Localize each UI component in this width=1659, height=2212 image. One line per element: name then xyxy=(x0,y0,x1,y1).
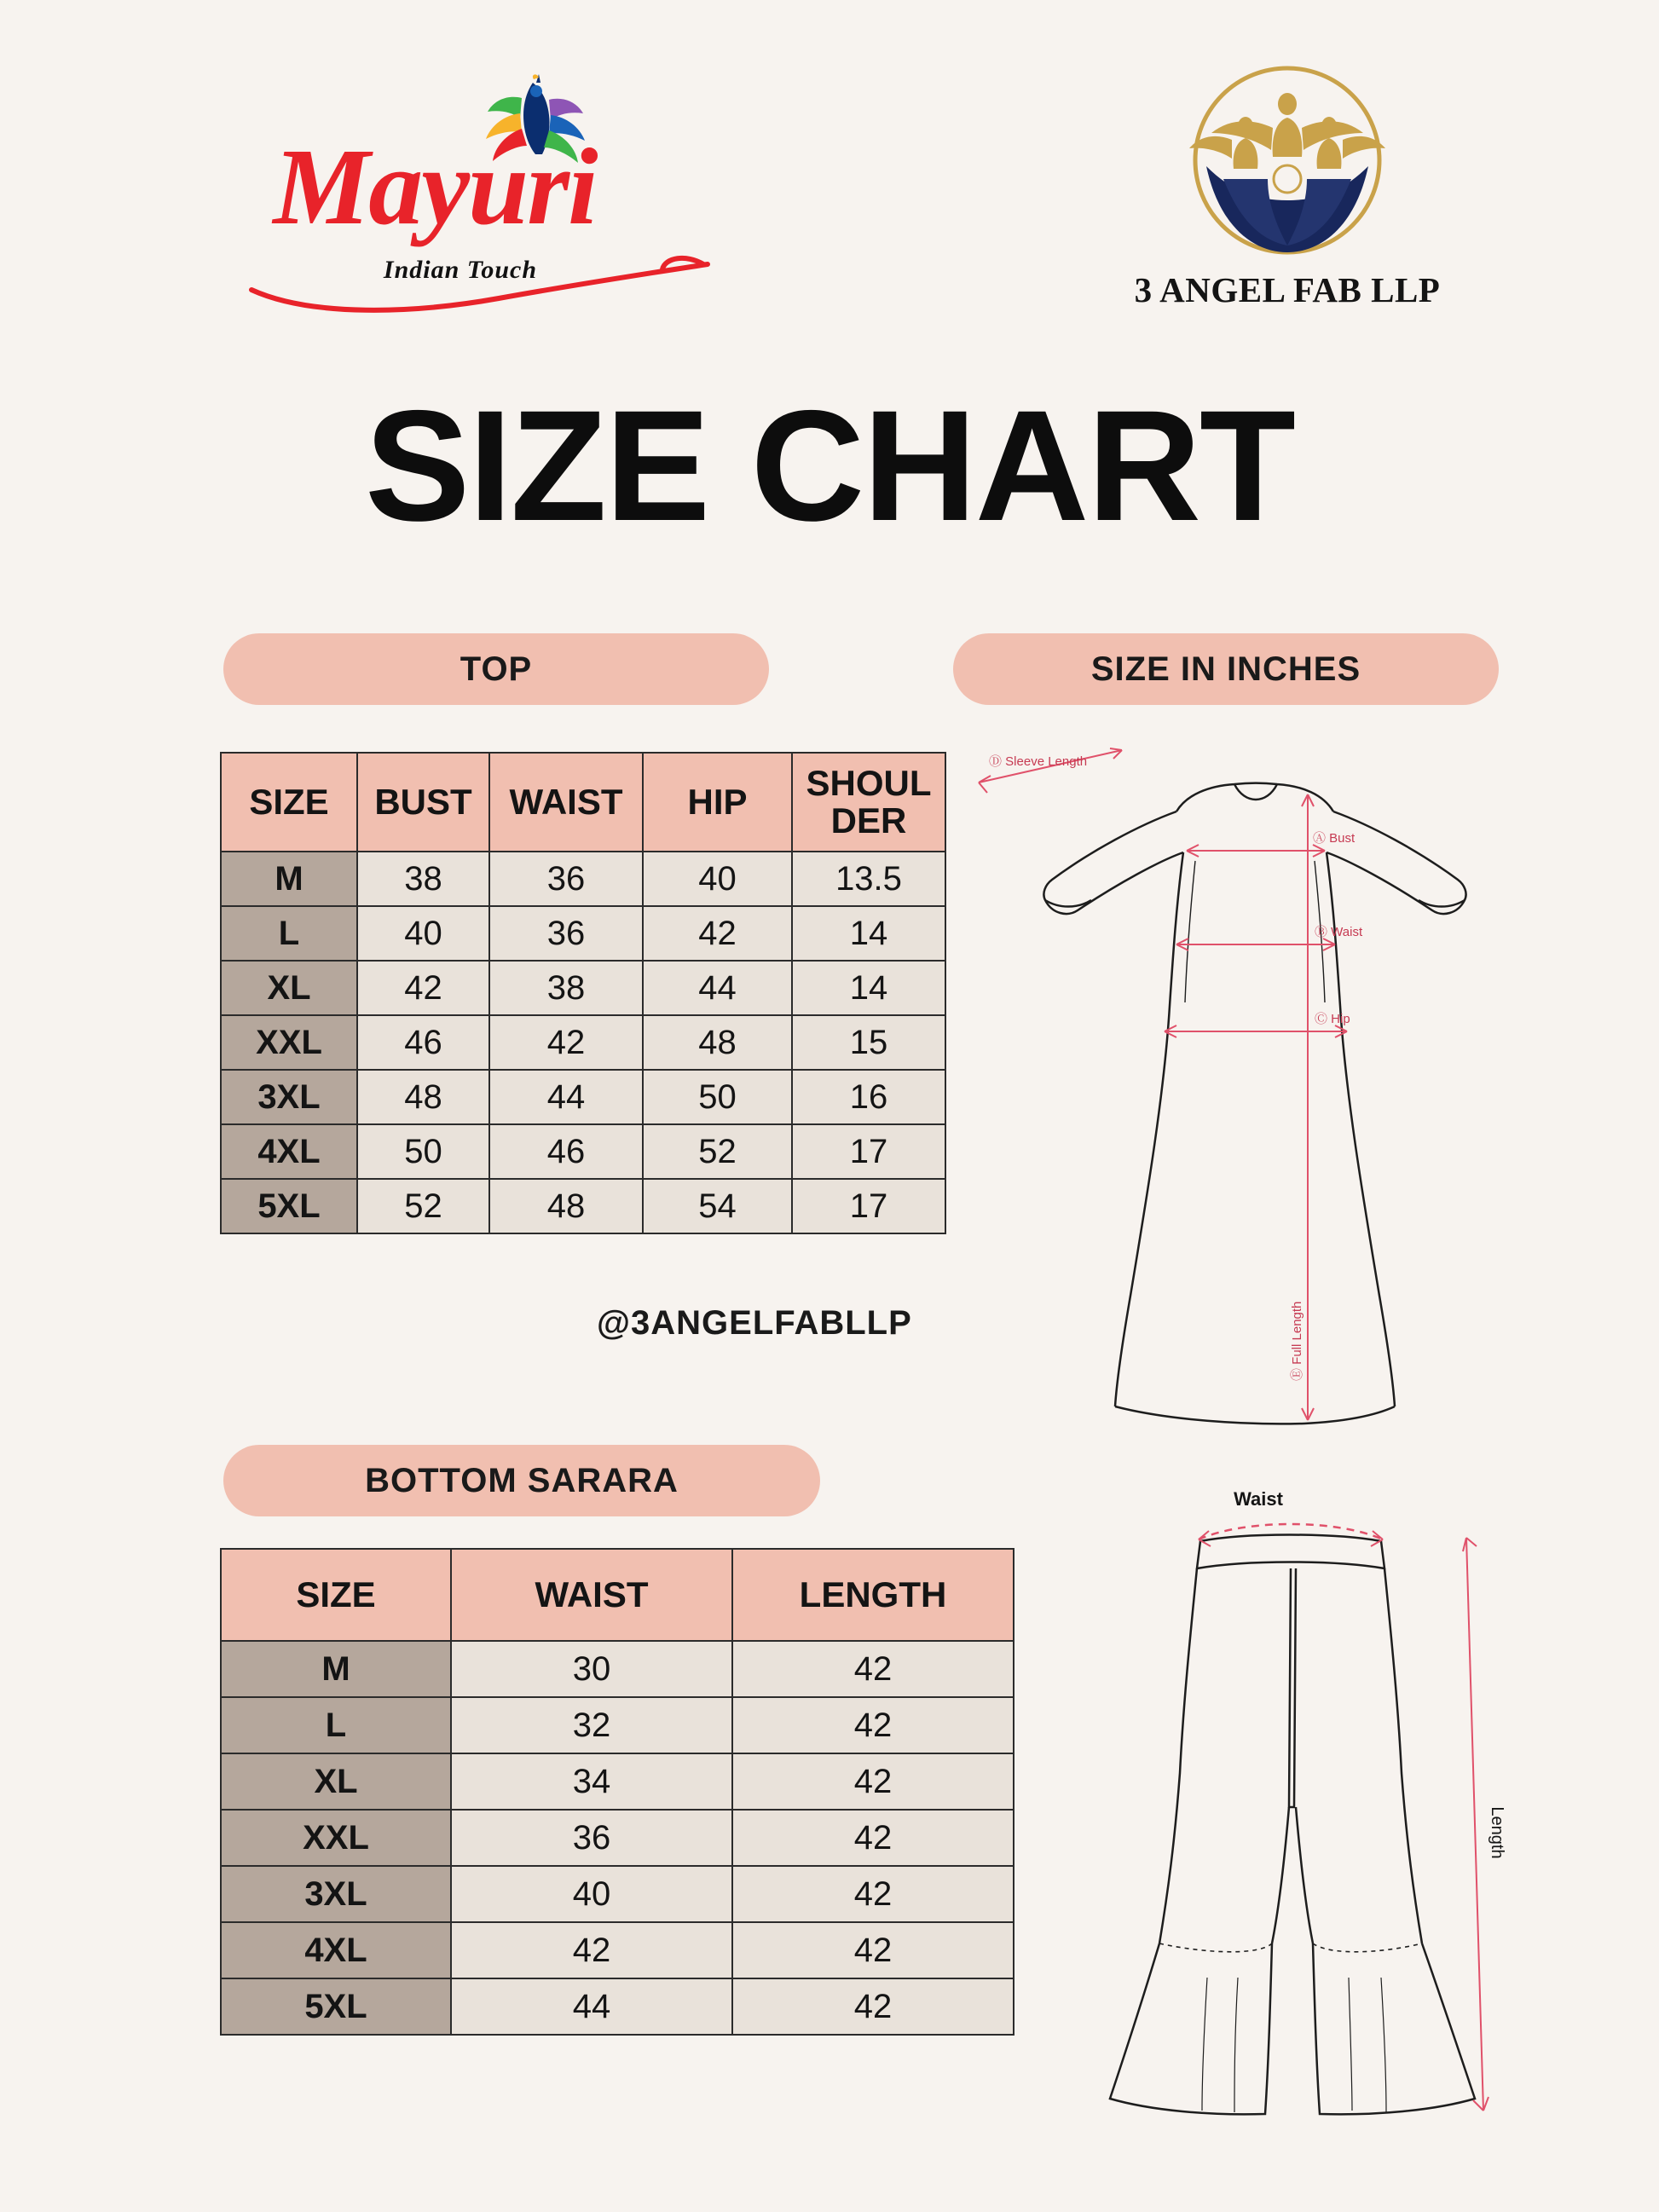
label-pants-length: Length xyxy=(1488,1806,1506,1859)
cell-waist: 36 xyxy=(489,906,643,961)
section-label-size-in-inches: SIZE IN INCHES xyxy=(953,633,1499,705)
angel-fab-logo xyxy=(1108,51,1466,310)
angel-fab-name: 3 ANGEL FAB LLP xyxy=(1134,270,1441,309)
table-row xyxy=(221,961,945,1015)
cell-bust: 38 xyxy=(357,852,489,906)
column-header-waist: WAIST xyxy=(451,1549,732,1641)
cell-size: XXL xyxy=(221,1015,357,1070)
cell-length: 42 xyxy=(732,1753,1014,1810)
label-full-length: Ⓔ Full Length xyxy=(1290,1301,1304,1381)
cell-size: M xyxy=(221,1641,451,1697)
cell-bust: 48 xyxy=(357,1070,489,1124)
brand-name: Mayuri xyxy=(273,126,597,247)
table-header-row xyxy=(221,753,945,852)
cell-hip: 48 xyxy=(643,1015,792,1070)
table-row xyxy=(221,1070,945,1124)
table-row xyxy=(221,1753,1014,1810)
table-row xyxy=(221,1641,1014,1697)
cell-shoulder: 14 xyxy=(792,906,945,961)
label-pants-waist: Waist xyxy=(1234,1488,1283,1510)
cell-waist: 32 xyxy=(451,1697,732,1753)
column-header-size: SIZE xyxy=(221,1549,451,1641)
brand-tagline: Indian Touch xyxy=(383,256,538,284)
social-handle: @3ANGELFABLLP xyxy=(597,1304,912,1342)
cell-size: 4XL xyxy=(221,1124,357,1179)
cell-shoulder: 17 xyxy=(792,1179,945,1233)
cell-waist: 36 xyxy=(451,1810,732,1866)
cell-waist: 40 xyxy=(451,1866,732,1922)
cell-size: 3XL xyxy=(221,1070,357,1124)
cell-hip: 54 xyxy=(643,1179,792,1233)
label-waist: Ⓑ Waist xyxy=(1315,925,1363,939)
cell-waist: 42 xyxy=(489,1015,643,1070)
cell-waist: 46 xyxy=(489,1124,643,1179)
cell-size: L xyxy=(221,906,357,961)
column-header-waist: WAIST xyxy=(489,753,643,852)
cell-size: XL xyxy=(221,1753,451,1810)
cell-shoulder: 16 xyxy=(792,1070,945,1124)
angel-emblem-icon xyxy=(1172,51,1402,264)
label-bust: Ⓐ Bust xyxy=(1313,831,1356,846)
cell-hip: 50 xyxy=(643,1070,792,1124)
cell-size: XL xyxy=(221,961,357,1015)
cell-shoulder: 17 xyxy=(792,1124,945,1179)
table-row xyxy=(221,1697,1014,1753)
mayuri-logo xyxy=(196,72,673,320)
cell-size: 5XL xyxy=(221,1978,451,2035)
cell-waist: 48 xyxy=(489,1179,643,1233)
table-row xyxy=(221,906,945,961)
cell-hip: 44 xyxy=(643,961,792,1015)
table-row xyxy=(221,1978,1014,2035)
label-sleeve-length: Ⓓ Sleeve Length xyxy=(989,754,1088,769)
cell-waist: 38 xyxy=(489,961,643,1015)
table-row xyxy=(221,1922,1014,1978)
cell-size: L xyxy=(221,1697,451,1753)
cell-size: 4XL xyxy=(221,1922,451,1978)
cell-bust: 50 xyxy=(357,1124,489,1179)
table-row xyxy=(221,1866,1014,1922)
table-row xyxy=(221,852,945,906)
cell-shoulder: 13.5 xyxy=(792,852,945,906)
cell-length: 42 xyxy=(732,1641,1014,1697)
cell-bust: 52 xyxy=(357,1179,489,1233)
dress-measurement-diagram xyxy=(963,733,1543,1449)
column-header-hip: HIP xyxy=(643,753,792,852)
header xyxy=(0,0,1659,367)
cell-hip: 40 xyxy=(643,852,792,906)
section-label-top: TOP xyxy=(223,633,769,705)
cell-size: 5XL xyxy=(221,1179,357,1233)
table-header-row xyxy=(221,1549,1014,1641)
sarara-measurement-diagram xyxy=(1040,1466,1569,2122)
column-header-shoulder: SHOUL DER xyxy=(792,753,945,852)
cell-bust: 40 xyxy=(357,906,489,961)
cell-length: 42 xyxy=(732,1978,1014,2035)
section-label-bottom-sarara: BOTTOM SARARA xyxy=(223,1445,820,1516)
table-row xyxy=(221,1015,945,1070)
cell-waist: 44 xyxy=(451,1978,732,2035)
cell-hip: 52 xyxy=(643,1124,792,1179)
top-size-table xyxy=(220,752,946,1234)
cell-length: 42 xyxy=(732,1922,1014,1978)
table-row xyxy=(221,1179,945,1233)
cell-size: M xyxy=(221,852,357,906)
cell-shoulder: 15 xyxy=(792,1015,945,1070)
cell-shoulder: 14 xyxy=(792,961,945,1015)
cell-bust: 42 xyxy=(357,961,489,1015)
cell-hip: 42 xyxy=(643,906,792,961)
cell-length: 42 xyxy=(732,1866,1014,1922)
cell-waist: 30 xyxy=(451,1641,732,1697)
cell-length: 42 xyxy=(732,1697,1014,1753)
column-header-length: LENGTH xyxy=(732,1549,1014,1641)
cell-size: XXL xyxy=(221,1810,451,1866)
table-row xyxy=(221,1810,1014,1866)
cell-waist: 36 xyxy=(489,852,643,906)
cell-bust: 46 xyxy=(357,1015,489,1070)
cell-length: 42 xyxy=(732,1810,1014,1866)
label-hip: Ⓒ Hip xyxy=(1315,1012,1350,1026)
cell-waist: 42 xyxy=(451,1922,732,1978)
cell-size: 3XL xyxy=(221,1866,451,1922)
page-title: SIZE CHART xyxy=(365,378,1294,554)
column-header-bust: BUST xyxy=(357,753,489,852)
bottom-size-table xyxy=(220,1548,1014,2036)
cell-waist: 44 xyxy=(489,1070,643,1124)
table-row xyxy=(221,1124,945,1179)
column-header-size: SIZE xyxy=(221,753,357,852)
cell-waist: 34 xyxy=(451,1753,732,1810)
